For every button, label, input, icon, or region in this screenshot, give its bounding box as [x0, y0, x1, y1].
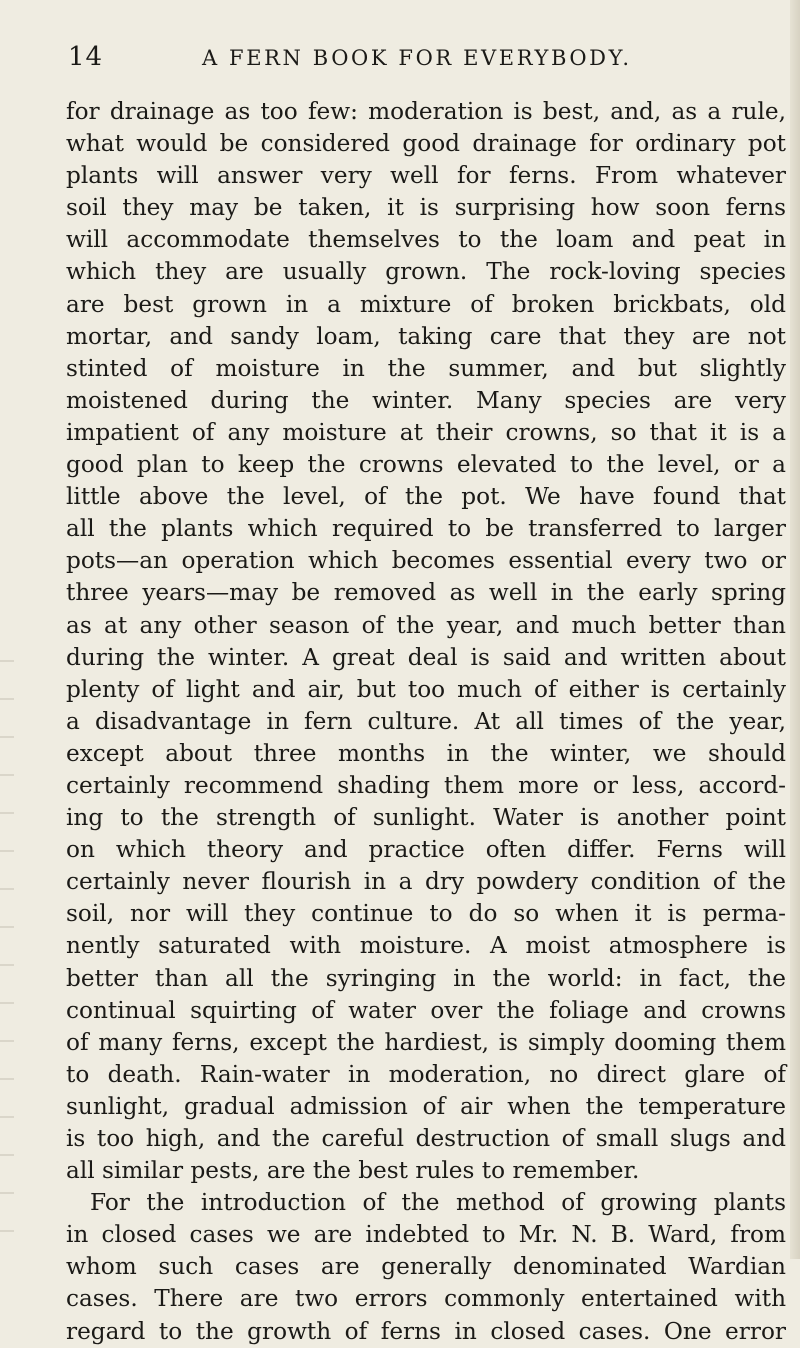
text-line: plants will answer very well for ferns. From whatever — [66, 162, 786, 190]
text-line: cases. There are two errors commonly entertained with — [66, 1285, 786, 1313]
text-line: little above the level, of the pot. We have found that — [66, 483, 786, 511]
text-line: pots—an operation which becomes essential every two or — [66, 547, 786, 575]
text-line: better than all the syringing in the world: in fact, the — [66, 964, 786, 992]
text-line: of many ferns, except the hardiest, is simply dooming them — [66, 1028, 786, 1056]
text-line: nently saturated with moisture. A moist atmosphere is — [66, 932, 786, 960]
text-line: mortar, and sandy loam, taking care that they are not — [66, 322, 786, 350]
running-head — [0, 32, 800, 72]
text-line: except about three months in the winter, we should — [66, 739, 786, 767]
text-line: soil they may be taken, it is surprising how soon ferns — [66, 194, 786, 222]
text-line: soil, nor will they continue to do so when it is perma- — [66, 900, 786, 928]
body-text — [66, 96, 786, 1348]
text-line: will accommodate themselves to the loam and peat in — [66, 226, 786, 254]
text-line: regard to the growth of ferns in closed cases. One error — [66, 1317, 786, 1345]
text-line: all the plants which required to be transferred to larger — [66, 515, 786, 543]
page-number: 14 — [68, 42, 104, 72]
text-line: ing to the strength of sunlight. Water is another point — [66, 804, 786, 832]
text-line: during the winter. A great deal is said and written about — [66, 643, 786, 671]
text-line: sunlight, gradual admission of air when the temperature — [66, 1092, 786, 1120]
text-line: to death. Rain-water in moderation, no direct glare of — [66, 1060, 786, 1088]
page-edge — [790, 0, 800, 1259]
text-line: good plan to keep the crowns elevated to the level, or a — [66, 451, 786, 479]
text-line: what would be considered good drainage for ordinary pot — [66, 130, 786, 158]
paragraph-last-line: all similar pests, are the best rules to remember. — [66, 1157, 640, 1185]
text-line: is too high, and the careful destruction of small slugs and — [66, 1125, 786, 1152]
text-line: on which theory and practice often differ. Ferns will — [66, 836, 786, 864]
text-line: impatient of any moisture at their crowns, so that it is a — [66, 418, 786, 446]
text-line: as at any other season of the year, and much better than — [66, 611, 786, 639]
text-line: are best grown in a mixture of broken brickbats, old — [66, 290, 786, 318]
text-line: whom such cases are generally denominated Wardian — [66, 1253, 786, 1281]
text-line: stinted of moisture in the summer, and but slightly — [66, 354, 786, 382]
text-line: three years—may be removed as well in the early spring — [66, 579, 786, 607]
text-line: continual squirting of water over the foliage and crowns — [66, 996, 786, 1024]
paragraph-first-line: For the introduction of the method of growing plants — [90, 1189, 786, 1217]
running-title: A FERN BOOK FOR EVERYBODY. — [202, 46, 632, 70]
text-line: for drainage as too few: moderation is best, and, as a rule, — [66, 98, 786, 125]
text-line: plenty of light and air, but too much of either is certainly — [66, 675, 786, 703]
page-binding-shadow — [0, 660, 14, 1259]
text-line: moistened during the winter. Many species are very — [66, 386, 786, 414]
text-line: in closed cases we are indebted to Mr. N. B. Ward, from — [66, 1221, 786, 1249]
text-line: certainly never flourish in a dry powdery condition of the — [66, 868, 786, 896]
text-line: which they are usually grown. The rock-loving species — [66, 258, 786, 286]
text-line: a disadvantage in fern culture. At all times of the year, — [66, 707, 786, 735]
text-line: certainly recommend shading them more or less, accord- — [66, 771, 786, 799]
